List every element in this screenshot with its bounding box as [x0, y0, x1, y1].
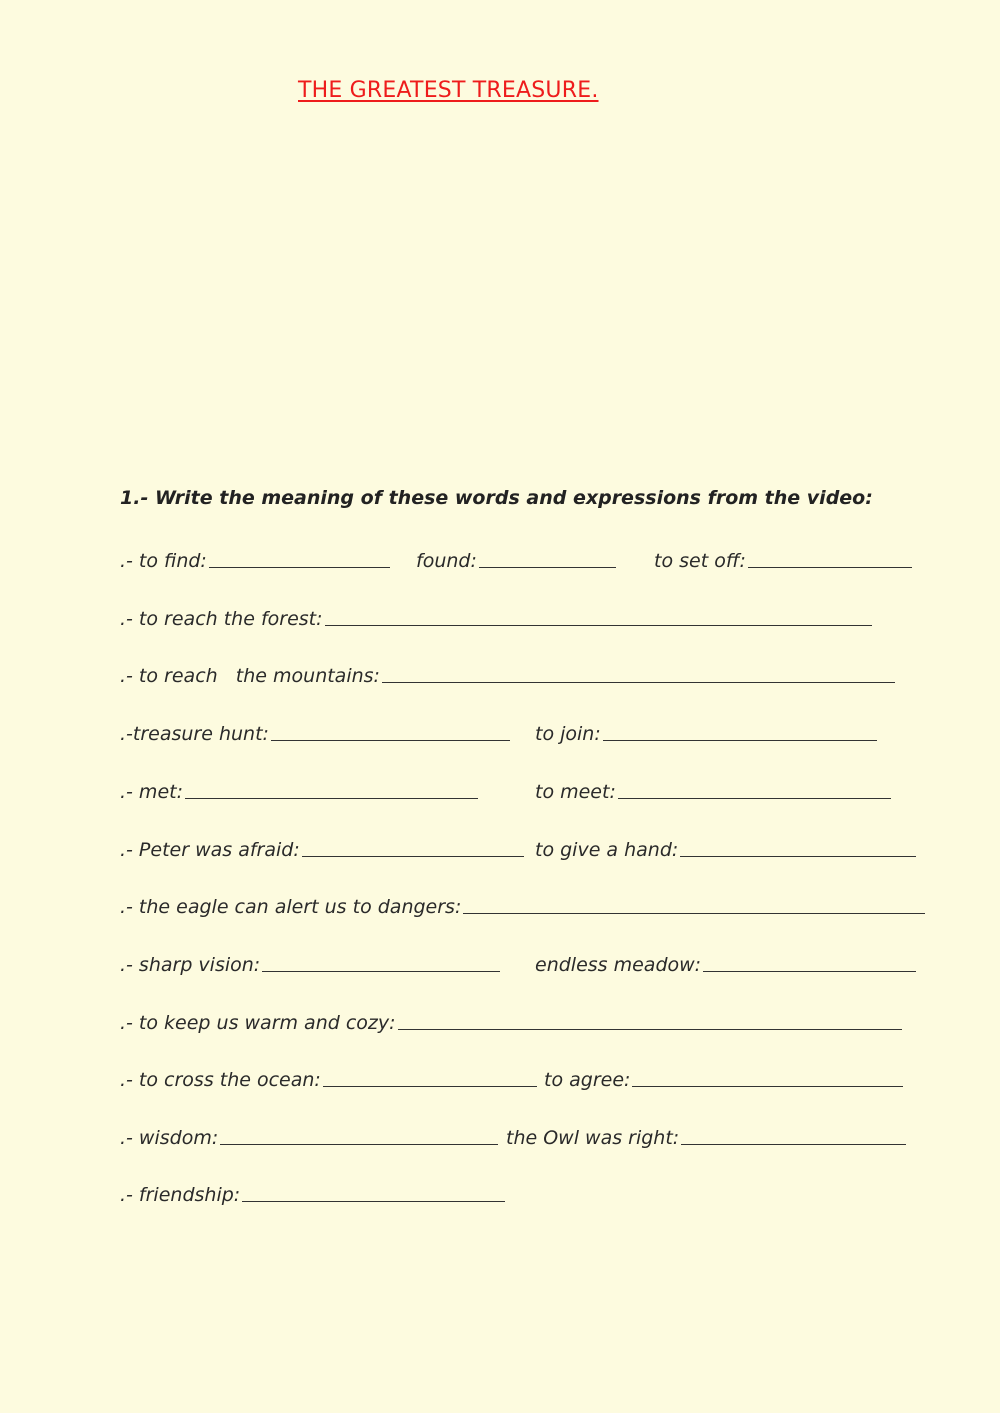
answer-blank[interactable] [703, 971, 916, 972]
answer-blank[interactable] [323, 1086, 537, 1087]
item-label: .- to reach the forest: [120, 608, 323, 630]
item-label: to meet: [535, 781, 616, 803]
item-label: .- friendship: [120, 1184, 241, 1206]
exercise-row [0, 1062, 1000, 1092]
item-label: to agree: [544, 1069, 631, 1091]
item-label: .- Peter was afraid: [120, 839, 300, 861]
exercise-item [120, 1062, 537, 1092]
exercise-item [120, 947, 500, 977]
exercise-row [0, 658, 1000, 688]
answer-blank[interactable] [479, 567, 616, 568]
answer-blank[interactable] [262, 971, 500, 972]
answer-blank[interactable] [185, 798, 478, 799]
answer-blank[interactable] [680, 856, 916, 857]
item-label: to set off: [654, 550, 746, 572]
answer-blank[interactable] [618, 798, 891, 799]
answer-blank[interactable] [325, 625, 872, 626]
exercise-item [120, 774, 478, 804]
exercise-row [0, 947, 1000, 977]
exercise-item [120, 832, 524, 862]
answer-blank[interactable] [398, 1029, 902, 1030]
exercise-item [416, 543, 616, 573]
answer-blank[interactable] [220, 1144, 498, 1145]
exercise-item [506, 1120, 906, 1150]
answer-blank[interactable] [209, 567, 390, 568]
answer-blank[interactable] [748, 567, 912, 568]
exercise-row [0, 774, 1000, 804]
exercise-item [120, 543, 390, 573]
answer-blank[interactable] [632, 1086, 903, 1087]
item-label: to give a hand: [535, 839, 679, 861]
item-label: .- wisdom: [120, 1127, 219, 1149]
exercise-row [0, 601, 1000, 631]
item-label: .-treasure hunt: [120, 723, 269, 745]
worksheet-title: THE GREATEST TREASURE. [298, 78, 599, 103]
exercise-item [120, 1177, 505, 1207]
item-label: to join: [535, 723, 601, 745]
item-label: endless meadow: [535, 954, 702, 976]
exercise-item [120, 658, 895, 688]
item-label: the Owl was right: [506, 1127, 680, 1149]
item-label: .- to cross the ocean: [120, 1069, 321, 1091]
answer-blank[interactable] [463, 913, 925, 914]
answer-blank[interactable] [242, 1201, 505, 1202]
exercise-row [0, 543, 1000, 573]
exercise-row [0, 889, 1000, 919]
exercise-item [120, 716, 510, 746]
exercise-row [0, 1005, 1000, 1035]
exercise-item [535, 832, 916, 862]
answer-blank[interactable] [302, 856, 524, 857]
exercise-row [0, 1177, 1000, 1207]
answer-blank[interactable] [681, 1144, 906, 1145]
exercise-item [120, 1005, 902, 1035]
exercise-item [120, 889, 925, 919]
exercise-item [535, 716, 877, 746]
item-label: .- to reach the mountains: [120, 665, 380, 687]
exercise-row [0, 832, 1000, 862]
exercise-item [535, 947, 916, 977]
exercise-item [120, 601, 872, 631]
item-label: .- to find: [120, 550, 207, 572]
answer-blank[interactable] [382, 682, 895, 683]
exercise-item [654, 543, 912, 573]
item-label: .- sharp vision: [120, 954, 261, 976]
exercise-item [120, 1120, 498, 1150]
item-label: .- to keep us warm and cozy: [120, 1012, 396, 1034]
exercise-row [0, 1120, 1000, 1150]
exercise-instruction: 1.- Write the meaning of these words and expressions from the video: [120, 487, 873, 509]
answer-blank[interactable] [603, 740, 877, 741]
exercise-item [544, 1062, 903, 1092]
answer-blank[interactable] [271, 740, 510, 741]
exercise-item [535, 774, 891, 804]
item-label: .- the eagle can alert us to dangers: [120, 896, 462, 918]
item-label: .- met: [120, 781, 183, 803]
exercise-row [0, 716, 1000, 746]
item-label: found: [416, 550, 477, 572]
